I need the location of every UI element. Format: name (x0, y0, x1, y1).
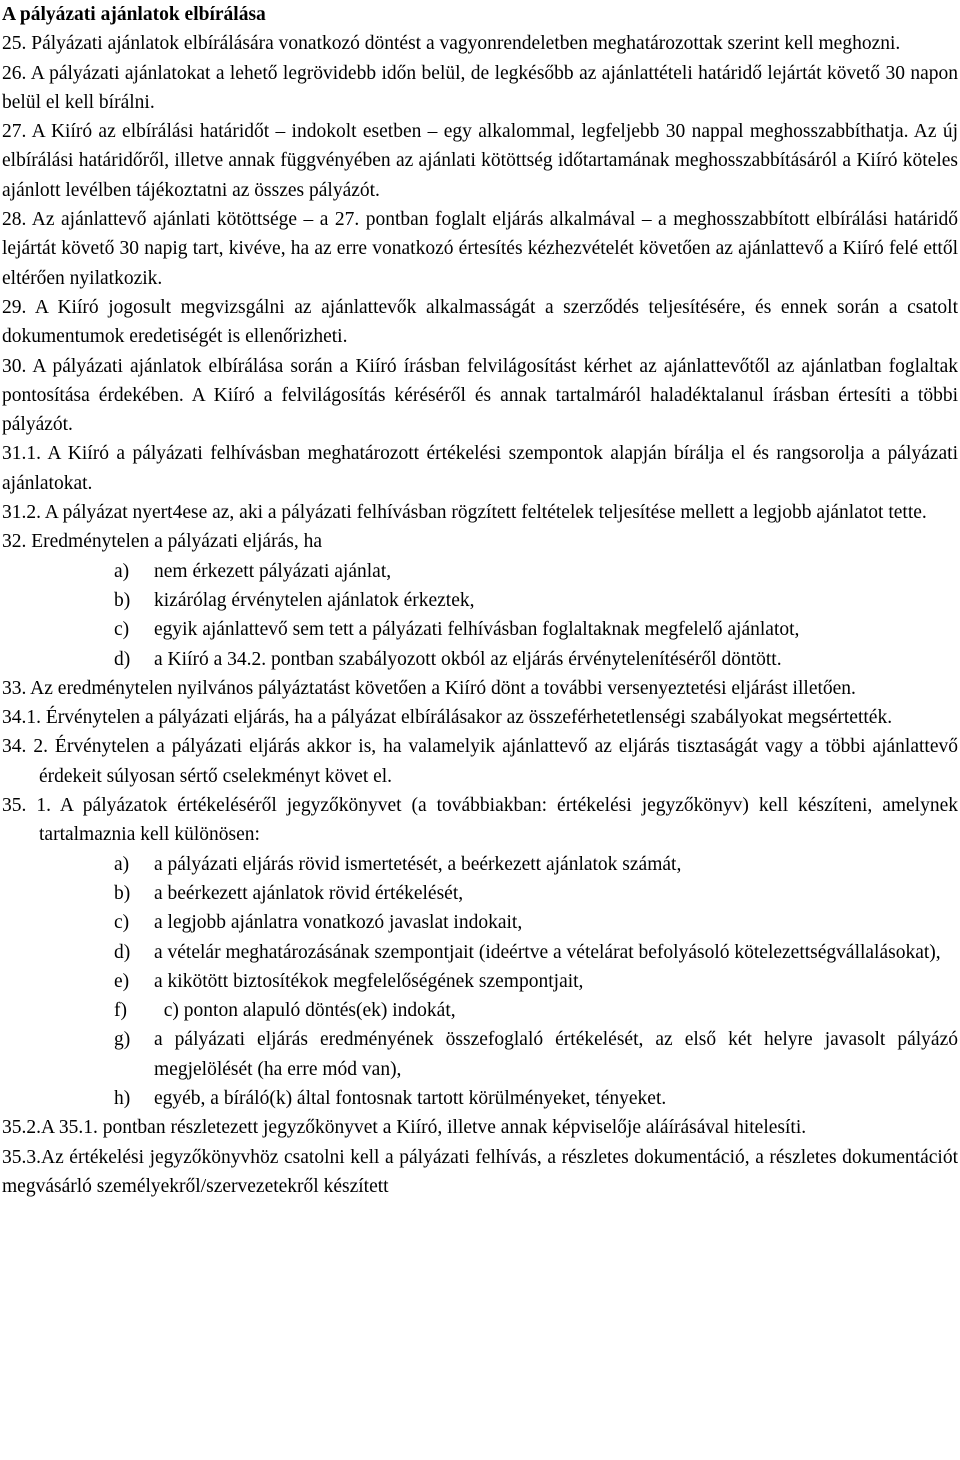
paragraph-28: 28. Az ajánlattevő ajánlati kötöttsége – a 27. pontban foglalt eljárás alkalmával – a meghosszabbított elbírálási határidő lejártát követő 30 napig tart, kivéve, ha az erre vonatkozó értesítés kézhezvételét követően az ajánlattevő a Kiíró felé ettől eltérően nyilatkozik. (2, 209, 958, 289)
list-item (2, 557, 958, 586)
list-item-text: egyik ajánlattevő sem tett a pályázati felhívásban foglaltaknak megfelelő ajánlatot, (154, 619, 800, 641)
paragraph-34-2: 34. 2. Érvénytelen a pályázati eljárás akkor is, ha valamelyik ajánlattevő az eljárás tisztaságát vagy a többi ajánlattevő érdekeit súlyosan sértő cselekményt követ el. (2, 736, 958, 787)
list-item-marker: b) (114, 589, 131, 611)
paragraph-26: 26. A pályázati ajánlatokat a lehető legrövidebb időn belül, de legkésőbb az ajánlattételi határidő lejártát követő 30 napon belül el kell bírálni. (2, 62, 958, 113)
list-item (2, 645, 958, 674)
list-item (2, 908, 958, 937)
list-item-marker: a) (114, 560, 130, 582)
list-item-text: a vételár meghatározásának szempontjait (ideértve a vételárat befolyásoló kötelezettségvállalásokat), (154, 941, 941, 963)
paragraph-34-1: 34.1. Érvénytelen a pályázati eljárás, ha a pályázat elbírálásakor az összeférhetetlenségi szabályokat megsértették. (2, 707, 893, 729)
section-heading: A pályázati ajánlatok elbírálása (2, 4, 266, 25)
list-item (2, 615, 958, 644)
paragraph-35-2: 35.2.A 35.1. pontban részletezett jegyzőkönyvet a Kiíró, illetve annak képviselője aláírásával hitelesíti. (2, 1117, 807, 1139)
paragraph-35-3: 35.3.Az értékelési jegyzőkönyvhöz csatolni kell a pályázati felhívás, a részletes dokumentáció, a részletes dokumentációt megvásárló személyekről/szervezetekről készített (2, 1146, 958, 1197)
paragraph-30: 30. A pályázati ajánlatok elbírálása során a Kiíró írásban felvilágosítást kérhet az ajánlattevőtől az ajánlatban foglaltak pontosítása érdekében. A Kiíró a felvilágosítás kéréséről és annak tartalmáról haladéktalanul írásban értesíti a többi pályázót. (2, 355, 958, 436)
paragraph-27: 27. A Kiíró az elbírálási határidőt – indokolt esetben – egy alkalommal, legfeljebb 30 nappal meghosszabbíthatja. Az új elbírálási határidőről, illetve annak függvényében az ajánlati kötöttség időtartamának meghosszabbításáról a Kiíró köteles ajánlott levélben tájékoztatni az összes pályázót. (2, 121, 958, 201)
list-32 (2, 557, 958, 674)
list-item-text: a beérkezett ajánlatok rövid értékelését, (154, 882, 464, 904)
list-item-marker: a) (114, 853, 130, 875)
list-item-marker: b) (114, 882, 131, 904)
list-item-marker: c) (114, 912, 130, 934)
list-item-marker: e) (114, 970, 130, 992)
paragraph-31-2: 31.2. A pályázat nyert4ese az, aki a pályázati felhívásban rögzített feltételek teljesítése mellett a legjobb ajánlatot tette. (2, 502, 927, 524)
list-item (2, 1084, 958, 1113)
list-item-marker: h) (114, 1087, 131, 1109)
list-item (2, 996, 958, 1025)
list-item-text: kizárólag érvénytelen ajánlatok érkeztek, (154, 589, 475, 611)
list-35 (2, 850, 958, 1114)
paragraph-32: 32. Eredménytelen a pályázati eljárás, ha (2, 531, 322, 553)
list-item (2, 938, 958, 967)
list-item-marker: f) (114, 1000, 127, 1022)
paragraph-29: 29. A Kiíró jogosult megvizsgálni az ajánlattevők alkalmasságát a szerződés teljesítésére, és ennek során a csatolt dokumentumok eredetiségét is ellenőrizheti. (2, 296, 958, 348)
list-item (2, 1025, 958, 1084)
list-item-marker: d) (114, 941, 131, 963)
list-item-marker: c) (114, 619, 130, 641)
list-item-marker: d) (114, 648, 131, 670)
list-item-text: nem érkezett pályázati ajánlat, (154, 560, 392, 582)
list-item-text: egyéb, a bíráló(k) által fontosnak tartott körülményeket, tényeket. (154, 1087, 667, 1109)
list-item (2, 879, 958, 908)
list-item (2, 967, 958, 996)
list-item (2, 850, 958, 879)
paragraph-33: 33. Az eredménytelen nyilvános pályáztatást követően a Kiíró dönt a további versenyeztetési eljárást illetően. (2, 677, 856, 699)
paragraph-31-1: 31.1. A Kiíró a pályázati felhívásban meghatározott értékelési szempontok alapján bírálja el és rangsorolja a pályázati ajánlatokat. (2, 443, 958, 494)
list-item-text: a legjobb ajánlatra vonatkozó javaslat indokait, (154, 912, 523, 934)
paragraph-25: 25. Pályázati ajánlatok elbírálására vonatkozó döntést a vagyonrendeletben meghatározottak szerint kell meghozni. (2, 33, 901, 55)
paragraph-35-1: 35. 1. A pályázatok értékeléséről jegyzőkönyvet (a továbbiakban: értékelési jegyzőkönyv) kell készíteni, amelynek tartalmaznia kell különösen: (2, 795, 958, 846)
list-item-text: c) ponton alapuló döntés(ek) indokát, (154, 1000, 456, 1022)
list-item (2, 586, 958, 615)
list-item-text: a Kiíró a 34.2. pontban szabályozott okból az eljárás érvénytelenítéséről döntött. (154, 648, 782, 670)
list-item-text: a kikötött biztosítékok megfelelőségének szempontjait, (154, 970, 584, 992)
list-item-marker: g) (114, 1029, 131, 1051)
list-item-text: a pályázati eljárás eredményének összefoglaló értékelését, az első két helyre javasolt pályázó megjelölését (ha erre mód van), (154, 1029, 958, 1080)
list-item-text: a pályázati eljárás rövid ismertetését, a beérkezett ajánlatok számát, (154, 853, 682, 875)
